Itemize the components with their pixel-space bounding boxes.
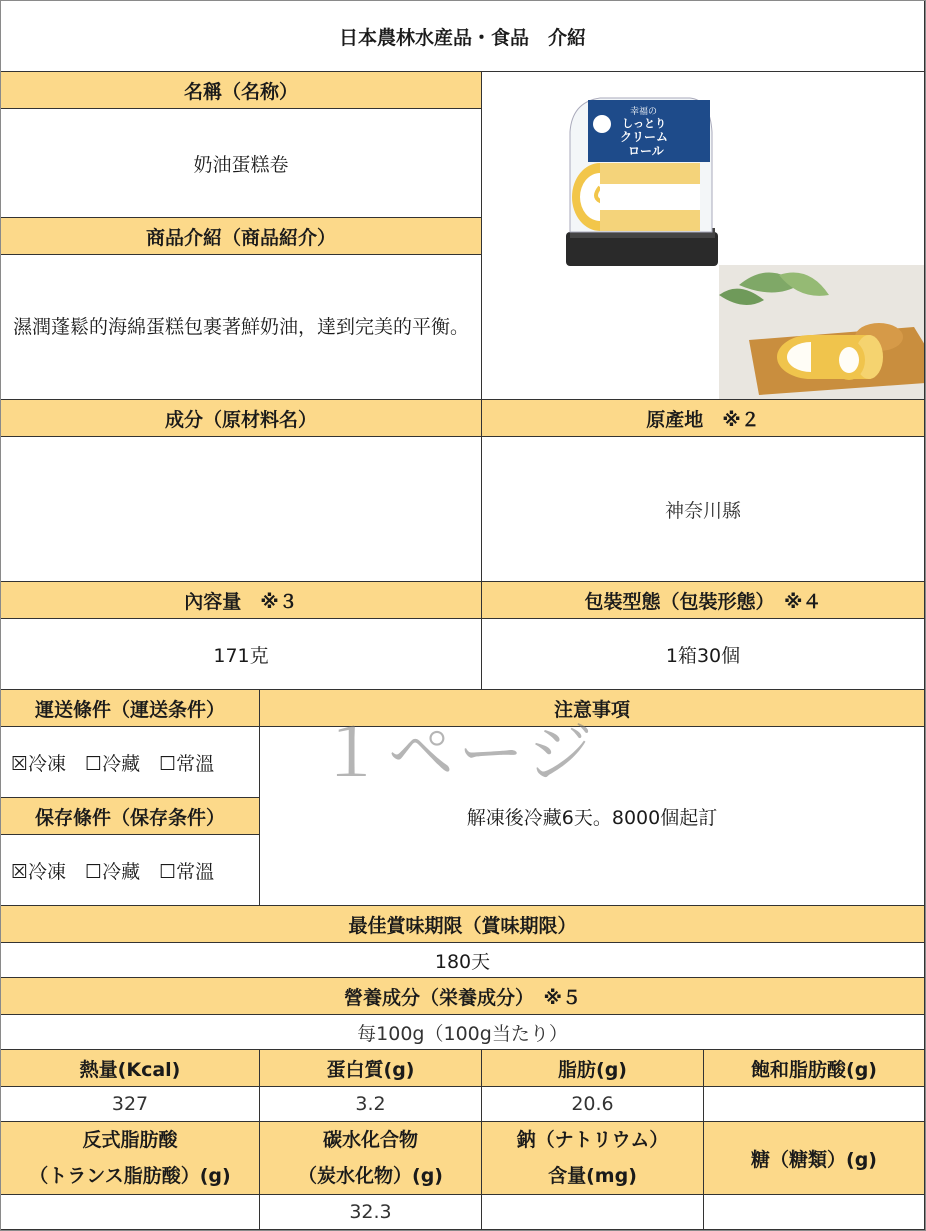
ingredients-header: [1, 400, 482, 437]
notes-header: [260, 690, 925, 727]
carbohydrate-value: 32.3: [349, 1201, 392, 1223]
packaging-value: [482, 619, 925, 690]
protein-label: 蛋白質(g): [326, 1058, 415, 1081]
sugar-label: 糖（糖類）(g): [751, 1148, 877, 1171]
name-value-text: 奶油蛋糕卷: [193, 153, 289, 176]
packaging-value-text: 1箱30個: [665, 644, 741, 667]
page-title: [1, 1, 925, 72]
intro-value: [1, 255, 482, 400]
nutrition-value-sodium: [482, 1195, 704, 1230]
storage-header: [1, 798, 260, 835]
content-value: [1, 619, 482, 690]
content-value-text: 171克: [213, 644, 269, 667]
packaging-header: [482, 582, 925, 619]
nutrition-value-fat: [482, 1087, 704, 1122]
nutrition-value-saturated-fat: [704, 1087, 925, 1122]
ingredients-value: [1, 437, 482, 582]
package-label-line-3: クリーム: [620, 130, 669, 144]
nutrition-header: [1, 978, 925, 1015]
name-value: [1, 109, 482, 218]
nutrition-basis-text: 每100g（100g当たり）: [357, 1022, 568, 1045]
energy-label: 熱量(Kcal): [79, 1058, 181, 1081]
package-label-line-4: ロール: [628, 144, 664, 158]
nutrition-value-carbohydrate: [260, 1195, 482, 1230]
content-label: 內容量 ※３: [184, 590, 298, 613]
intro-label: 商品介紹（商品紹介）: [145, 226, 336, 249]
nutrition-basis: [1, 1015, 925, 1050]
notes-label: 注意事項: [553, 698, 630, 721]
name-label: 名稱（名称）: [183, 80, 298, 103]
carbohydrate-label-line-1: 碳水化合物: [322, 1129, 418, 1151]
content-header: [1, 582, 482, 619]
origin-value-text: 神奈川縣: [664, 499, 741, 522]
nutrition-header-carbohydrate: [260, 1122, 482, 1195]
sodium-label-line-1: 鈉（ナトリウム）: [516, 1129, 669, 1151]
trans-fat-label-line-1: 反式脂肪酸: [82, 1129, 178, 1151]
page-title-text: 日本農林水産品・食品 介紹: [338, 26, 586, 49]
nutrition-value-sugar: [704, 1195, 925, 1230]
nutrition-value-energy: [1, 1087, 260, 1122]
nutrition-header-energy: [1, 1050, 260, 1087]
notes-value-text: 解凍後冷藏6天。8000個起訂: [466, 806, 718, 829]
page-watermark: １ページ: [318, 715, 597, 792]
ingredients-label: 成分（原材料名）: [164, 408, 317, 431]
carbohydrate-label-line-2: （炭水化物）(g): [298, 1165, 443, 1187]
package-label-line-2: しっとり: [622, 117, 666, 130]
origin-label: 原產地 ※２: [646, 408, 760, 431]
transport-value-text: ☒冷凍 ☐冷藏 ☐常溫: [11, 752, 215, 775]
nutrition-header-protein: [260, 1050, 482, 1087]
transport-label: 運送條件（運送条件）: [34, 698, 225, 721]
nutrition-label: 營養成分（栄養成分） ※５: [344, 986, 581, 1009]
storage-label: 保存條件（保存条件）: [34, 806, 225, 829]
transport-value: [1, 727, 260, 798]
nutrition-header-sodium: [482, 1122, 704, 1195]
saturated-fat-label: 飽和脂肪酸(g): [751, 1058, 877, 1081]
nutrition-header-trans-fat: [1, 1122, 260, 1195]
intro-value-text: 濕潤蓬鬆的海綿蛋糕包裹著鮮奶油，達到完美的平衡。: [12, 316, 469, 338]
best-before-label: 最佳賞味期限（賞味期限）: [348, 914, 577, 937]
product-images-cell: [482, 72, 925, 400]
fat-value: 20.6: [571, 1093, 614, 1115]
origin-header: [482, 400, 925, 437]
name-header: [1, 72, 482, 109]
product-serving-photo: [719, 265, 925, 400]
energy-value: 327: [111, 1093, 149, 1115]
nutrition-value-trans-fat: [1, 1195, 260, 1230]
nutrition-header-fat: [482, 1050, 704, 1087]
best-before-header: [1, 906, 925, 943]
best-before-value: [1, 943, 925, 978]
nutrition-header-sugar: [704, 1122, 925, 1195]
best-before-value-text: 180天: [434, 950, 491, 973]
package-label-line-1: 幸福の: [630, 107, 658, 117]
nutrition-header-saturated-fat: [704, 1050, 925, 1087]
origin-value: [482, 437, 925, 582]
nutrition-value-protein: [260, 1087, 482, 1122]
notes-value: [260, 727, 925, 906]
fat-label: 脂肪(g): [558, 1058, 627, 1081]
protein-value: 3.2: [355, 1093, 386, 1115]
packaging-label: 包裝型態（包裝形態） ※４: [584, 590, 822, 613]
transport-header: [1, 690, 260, 727]
storage-value-text: ☒冷凍 ☐冷藏 ☐常溫: [11, 860, 215, 883]
storage-value: [1, 835, 260, 906]
intro-header: [1, 218, 482, 255]
sodium-label-line-2: 含量(mg): [548, 1165, 637, 1187]
trans-fat-label-line-2: （トランス脂肪酸）(g): [29, 1165, 231, 1187]
product-package-photo: [560, 92, 725, 270]
